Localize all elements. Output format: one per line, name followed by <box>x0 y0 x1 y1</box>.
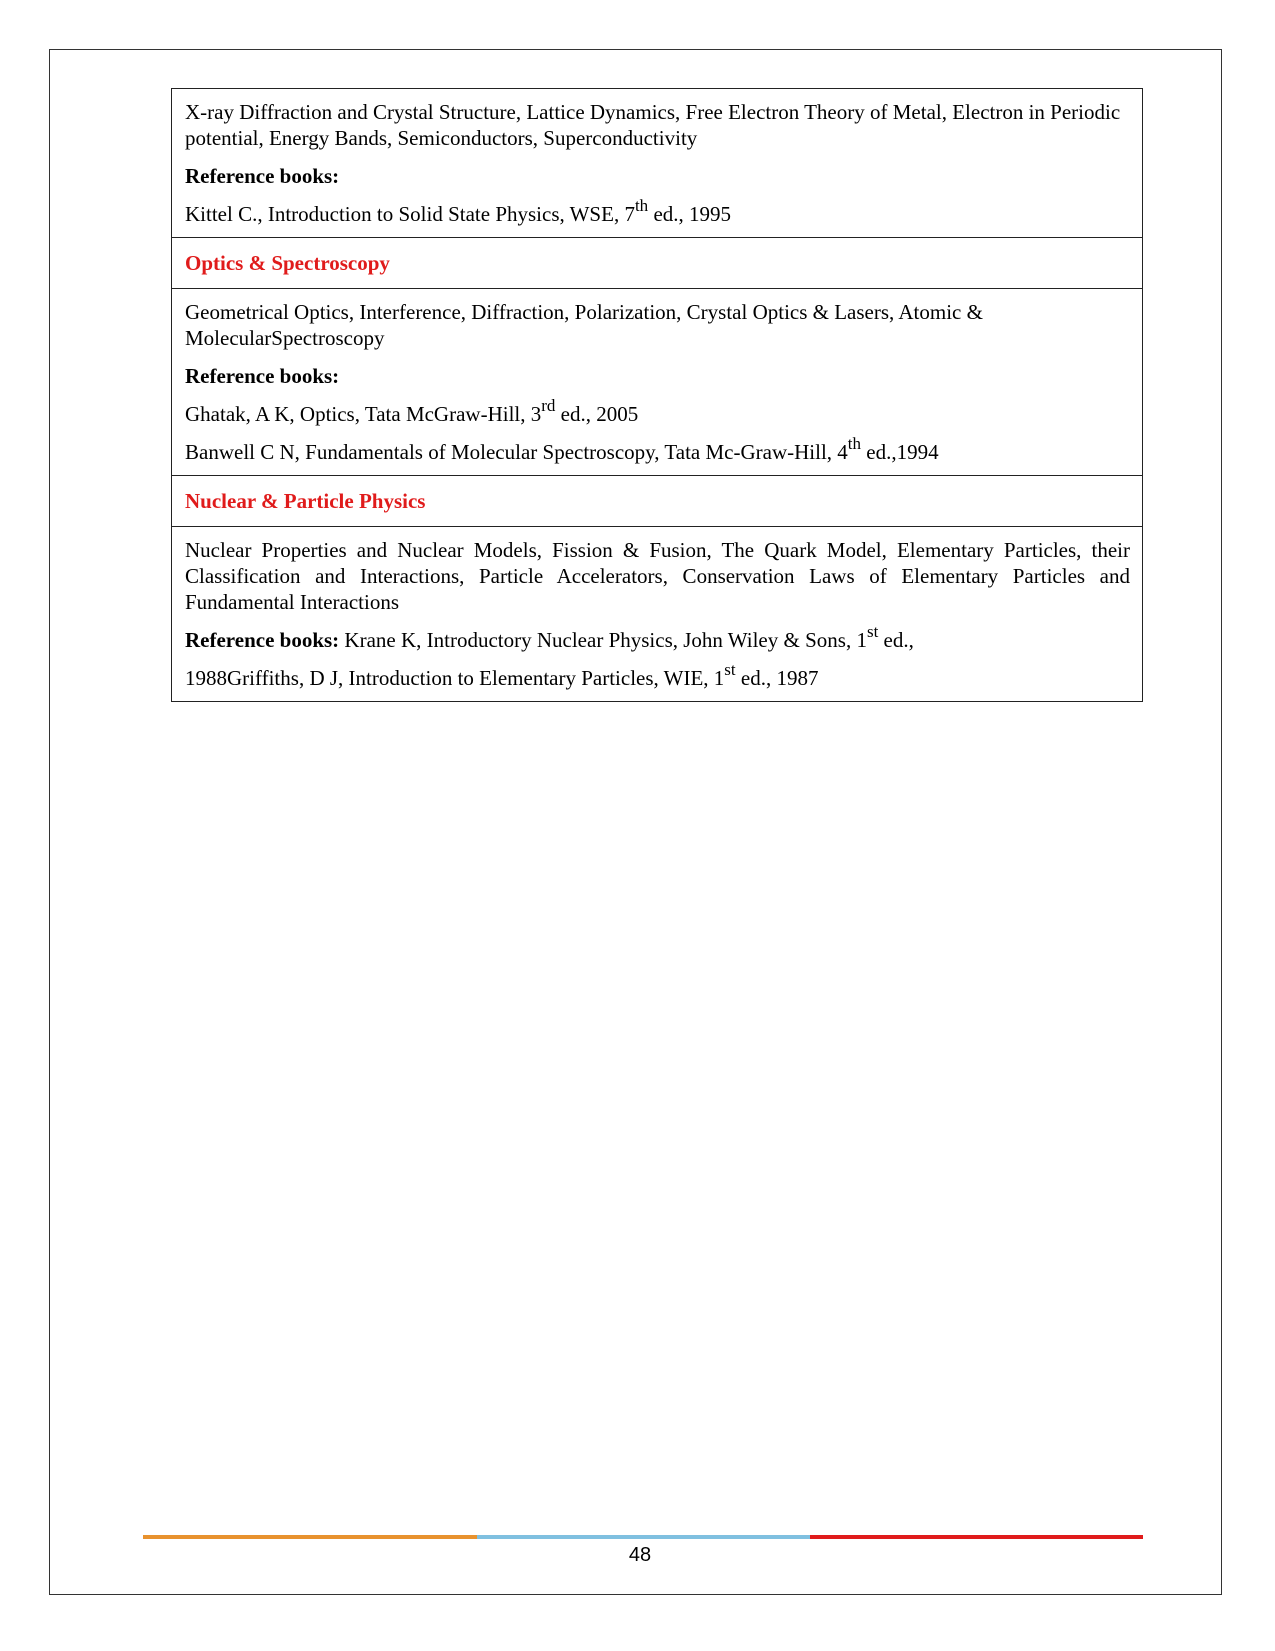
optics-reference-label: Reference books: <box>185 364 340 388</box>
nuclear-reference-2: 1988Griffiths, D J, Introduction to Elementary Particles, WIE, 1st ed., 1987 <box>185 660 819 690</box>
page-number: 48 <box>628 1544 652 1566</box>
footer-rule-red <box>810 1535 1143 1539</box>
nuclear-content-cell <box>172 526 1142 701</box>
solid-state-content-cell <box>172 89 1142 237</box>
syllabus-table <box>171 88 1143 702</box>
nuclear-heading: Nuclear & Particle Physics <box>185 489 426 513</box>
optics-content-cell <box>172 288 1142 475</box>
nuclear-topics: Nuclear Properties and Nuclear Models, Fission & Fusion, The Quark Model, Elementary Particles, their Classification and Interactions, Particle Accelerators, Conservation Laws of Elementary Particles and Fundamental Interactions <box>185 538 1130 614</box>
nuclear-reference-1: Reference books: Krane K, Introductory Nuclear Physics, John Wiley & Sons, 1st ed., <box>185 622 914 652</box>
optics-reference-1: Ghatak, A K, Optics, Tata McGraw-Hill, 3rd ed., 2005 <box>185 396 639 426</box>
footer-rule-orange <box>143 1535 477 1539</box>
footer-rule-blue <box>477 1535 810 1539</box>
optics-reference-2: Banwell C N, Fundamentals of Molecular Spectroscopy, Tata Mc-Graw-Hill, 4th ed.,1994 <box>185 434 939 464</box>
nuclear-heading-cell <box>172 475 1142 526</box>
optics-heading: Optics & Spectroscopy <box>185 251 390 275</box>
optics-heading-cell <box>172 237 1142 288</box>
optics-topics: Geometrical Optics, Interference, Diffraction, Polarization, Crystal Optics & Lasers, Atomic & MolecularSpectroscopy <box>185 300 983 350</box>
solid-state-reference-label: Reference books: <box>185 164 340 188</box>
solid-state-topics: X-ray Diffraction and Crystal Structure, Lattice Dynamics, Free Electron Theory of Metal, Electron in Periodic potential, Energy Bands, Semiconductors, Superconductivity <box>185 100 1121 150</box>
solid-state-reference-1: Kittel C., Introduction to Solid State Physics, WSE, 7th ed., 1995 <box>185 196 732 226</box>
